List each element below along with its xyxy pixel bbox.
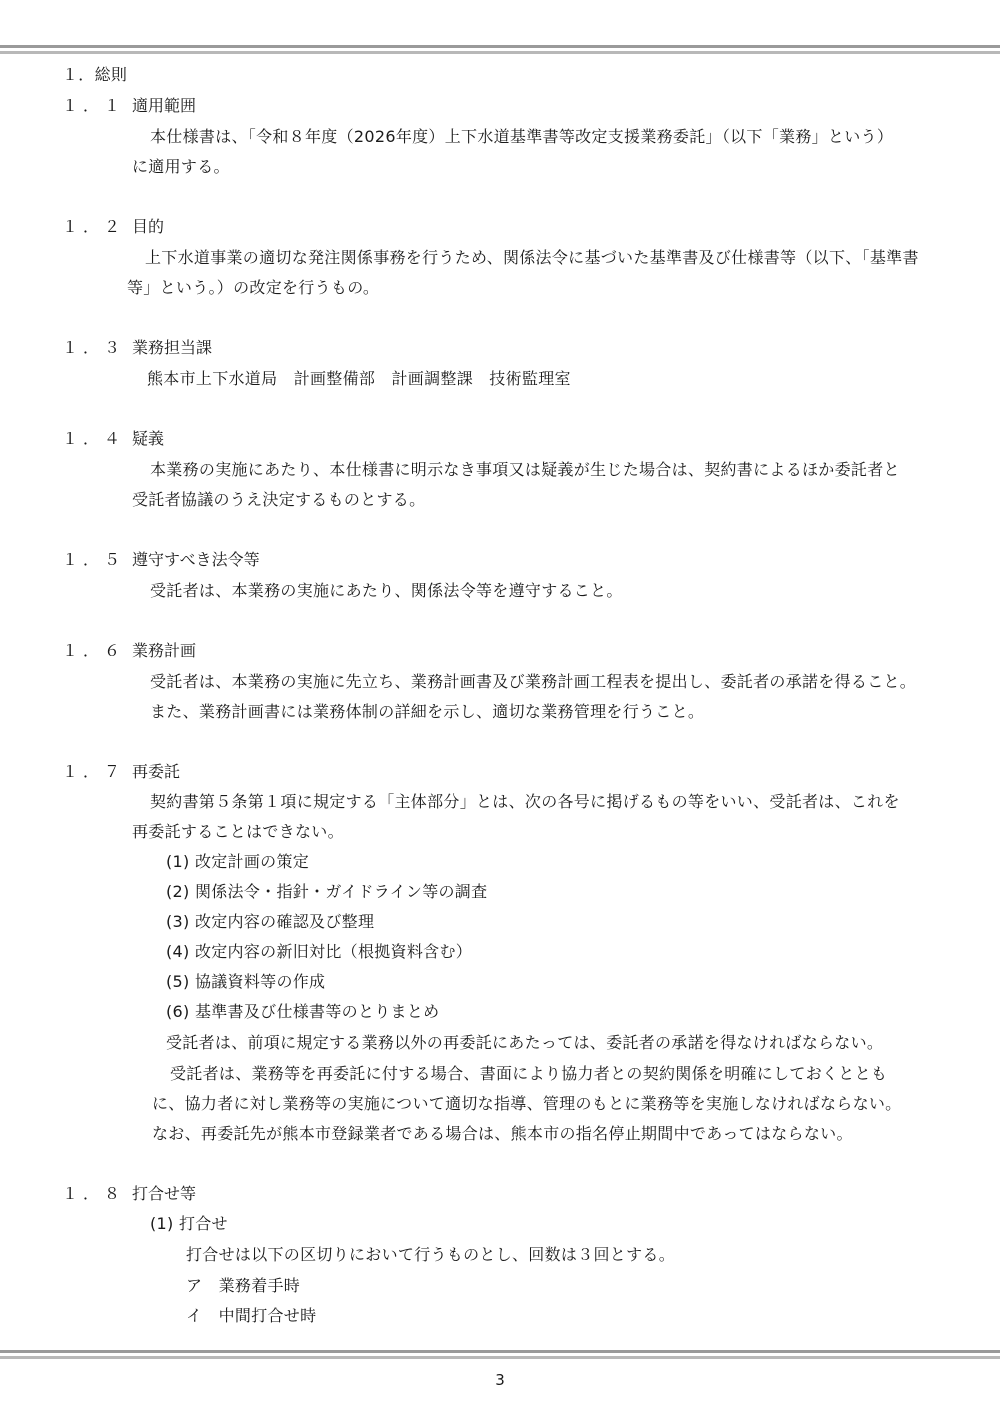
subsection-label: (1) 打合せ bbox=[150, 1214, 228, 1233]
list-item: ア 業務着手時 bbox=[186, 1276, 301, 1295]
section-number: １．５ bbox=[62, 550, 126, 569]
top-border-rule bbox=[0, 45, 1000, 55]
paragraph-line: 本仕様書は、「令和８年度（2026年度）上下水道基準書等改定支援業務委託」（以下「業務」という） bbox=[150, 127, 894, 146]
section-title: 疑義 bbox=[132, 429, 165, 448]
paragraph-line: 等」という。）の改定を行うもの。 bbox=[127, 278, 380, 297]
paragraph-line: 受託者は、本業務の実施に先立ち、業務計画書及び業務計画工程表を提出し、委託者の承諾を得ること。 bbox=[150, 672, 917, 691]
paragraph-line: また、業務計画書には業務体制の詳細を示し、適切な業務管理を行うこと。 bbox=[150, 702, 705, 721]
chapter-title: 総則 bbox=[94, 65, 128, 84]
section-number: １．４ bbox=[62, 429, 126, 448]
paragraph-line: 受託者は、業務等を再委託に付する場合、書面により協力者との契約関係を明確にしておくととも bbox=[170, 1064, 888, 1083]
paragraph-line: 上下水道事業の適切な発注関係事務を行うため、関係法令に基づいた基準書及び仕様書等（以下、「基準書 bbox=[145, 248, 919, 267]
list-item: (5) 協議資料等の作成 bbox=[166, 972, 326, 991]
section-number: １．６ bbox=[62, 641, 126, 660]
paragraph-line: 受託者協議のうえ決定するものとする。 bbox=[132, 490, 426, 509]
paragraph-line: に、協力者に対し業務等の実施について適切な指導、管理のもとに業務等を実施しなければならない。 bbox=[152, 1094, 902, 1113]
list-item: (1) 改定計画の策定 bbox=[166, 852, 310, 871]
chapter-heading bbox=[62, 65, 127, 85]
paragraph-line: なお、再委託先が熊本市登録業者である場合は、熊本市の指名停止期間中であってはならない。 bbox=[152, 1124, 853, 1143]
paragraph-line: 本業務の実施にあたり、本仕様書に明示なき事項又は疑義が生じた場合は、契約書によるほか委託者と bbox=[150, 460, 900, 479]
section-title: 目的 bbox=[132, 217, 165, 236]
section-title: 適用範囲 bbox=[132, 96, 197, 115]
bottom-border-rule bbox=[0, 1350, 1000, 1360]
section-title: 再委託 bbox=[132, 762, 181, 781]
section-title: 打合せ等 bbox=[132, 1184, 197, 1203]
section-title: 遵守すべき法令等 bbox=[132, 550, 260, 569]
list-item: (6) 基準書及び仕様書等のとりまとめ bbox=[166, 1002, 440, 1021]
chapter-number: １． bbox=[62, 65, 95, 84]
paragraph-line: 再委託することはできない。 bbox=[132, 822, 344, 841]
paragraph-line: に適用する。 bbox=[132, 157, 230, 176]
section-number: １．１ bbox=[62, 96, 126, 115]
paragraph-line: 打合せは以下の区切りにおいて行うものとし、回数は３回とする。 bbox=[186, 1245, 676, 1264]
page-number: 3 bbox=[495, 1371, 505, 1389]
list-item: イ 中間打合せ時 bbox=[186, 1306, 317, 1325]
section-number: １．２ bbox=[62, 217, 126, 236]
paragraph-line: 受託者は、本業務の実施にあたり、関係法令等を遵守すること。 bbox=[150, 581, 623, 600]
section-number: １．３ bbox=[62, 338, 126, 357]
list-item: (3) 改定内容の確認及び整理 bbox=[166, 912, 375, 931]
section-number: １．７ bbox=[62, 762, 126, 781]
paragraph-line: 受託者は、前項に規定する業務以外の再委託にあたっては、委託者の承諾を得なければならない。 bbox=[166, 1033, 884, 1052]
list-item: (4) 改定内容の新旧対比（根拠資料含む） bbox=[166, 942, 473, 961]
section-title: 業務計画 bbox=[132, 641, 197, 660]
section-title: 業務担当課 bbox=[132, 338, 213, 357]
section-number: １．８ bbox=[62, 1184, 126, 1203]
paragraph-line: 契約書第５条第１項に規定する「主体部分」とは、次の各号に掲げるもの等をいい、受託者は、これを bbox=[150, 792, 900, 811]
list-item: (2) 関係法令・指針・ガイドライン等の調査 bbox=[166, 882, 488, 901]
paragraph-line: 熊本市上下水道局 計画整備部 計画調整課 技術監理室 bbox=[147, 369, 571, 388]
